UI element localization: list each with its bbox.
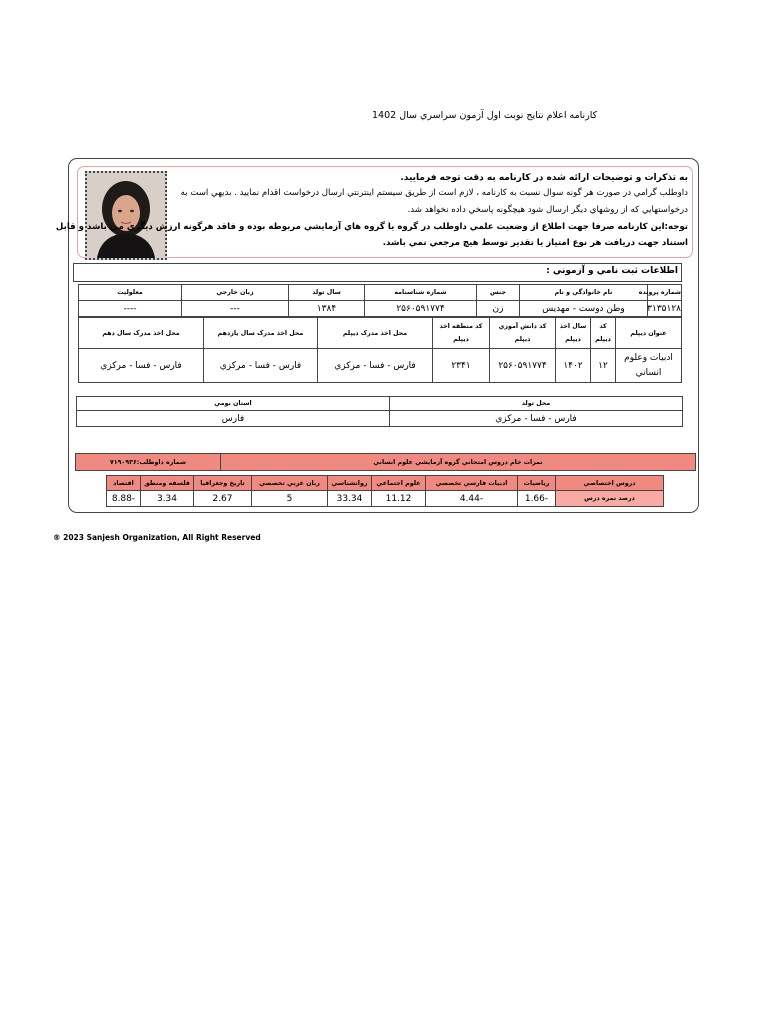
scores-header-table bbox=[75, 453, 696, 471]
header-file-number: شماره پرونده bbox=[648, 285, 682, 301]
header-birth-place: محل تولد bbox=[390, 397, 683, 411]
subject-mathematics: رياضيات bbox=[518, 476, 556, 491]
score-social-sciences: 11.12 bbox=[372, 491, 426, 507]
notice-line-4: استناد جهت دريافت هر نوع امتياز يا تقدير توسط هيچ مرجعي نمي باشد. bbox=[382, 238, 688, 248]
subject-history-geography: تاريخ وجغرافيا bbox=[194, 476, 252, 491]
value-grade10-place: فارس - فسا - مرکزي bbox=[79, 349, 204, 383]
page-title: کارنامه اعلام نتايج نوبت اول آزمون سراسري سال 1402 bbox=[372, 110, 598, 121]
score-philosophy-logic: 3.34 bbox=[141, 491, 194, 507]
value-gender: زن bbox=[477, 301, 520, 317]
header-diploma-title: عنوان ديپلم bbox=[616, 318, 682, 349]
subject-economics: اقتصاد bbox=[107, 476, 141, 491]
row-label-percent: درصد نمره درس bbox=[556, 491, 664, 507]
scores-title: نمرات خام دروس امتحاني گروه آزمايشي علوم انساني bbox=[221, 454, 696, 471]
registration-table-1 bbox=[78, 284, 682, 317]
registration-section-title: اطلاعات ثبت نامي و آزموني : bbox=[546, 266, 678, 276]
header-diploma-region: کد منطقه اخذ ديپلم bbox=[433, 318, 490, 349]
value-full-name: وطن دوست - مهديس bbox=[520, 301, 648, 317]
subject-philosophy-logic: فلسفه ومنطق bbox=[141, 476, 194, 491]
value-diploma-title: ادبيات وعلوم انساني bbox=[616, 349, 682, 383]
value-foreign-language: --- bbox=[182, 301, 289, 317]
birth-info-table bbox=[76, 396, 683, 427]
portrait-image bbox=[87, 173, 165, 258]
header-diploma-code: کد ديپلم bbox=[591, 318, 616, 349]
header-native-province: استان بومي bbox=[77, 397, 390, 411]
notice-line-1: داوطلب گرامي در صورت هر گونه سوال نسبت به کارنامه ، لازم است از طريق سيستم اينترنتي ارسال درخواست اقدام نماييد . بديهي است به bbox=[180, 188, 688, 198]
score-mathematics: -1.66 bbox=[518, 491, 556, 507]
value-diploma-code: ۱۲ bbox=[591, 349, 616, 383]
candidate-photo bbox=[85, 171, 167, 260]
notice-line-3: توجه:اين کارنامه صرفا جهت اطلاع از وضعيت علمي داوطلب در گروه يا گروه هاي آزمايشي مربوطه بوده و فاقد هرگونه ارزش ديگري مي باشد و قابل bbox=[55, 222, 688, 232]
subject-psychology: روانشناسي bbox=[328, 476, 372, 491]
header-gender: جنس bbox=[477, 285, 520, 301]
value-disability: ---- bbox=[79, 301, 182, 317]
candidate-number: شماره داوطلب:۷۱۹۰۹۳۶ bbox=[76, 454, 221, 471]
value-diploma-place: فارس - فسا - مرکزي bbox=[318, 349, 433, 383]
notice-heading: به تذکرات و توضيحات ارائه شده در کارنامه به دقت توجه فرماييد. bbox=[400, 173, 688, 183]
value-diploma-region: ۲۳۴۱ bbox=[433, 349, 490, 383]
subject-social-sciences: علوم اجتماعي bbox=[372, 476, 426, 491]
value-file-number: ۳۱۳۵۱۲۸ bbox=[648, 301, 682, 317]
header-student-code: کد دانش آموزي ديپلم bbox=[490, 318, 556, 349]
notice-line-2: درخواستهايي که از روشهاي ديگر ارسال شود هيچگونه پاسخي داده نخواهد شد. bbox=[407, 205, 688, 215]
score-arabic: 5 bbox=[252, 491, 328, 507]
row-label-specialized: دروس اختصاصي bbox=[556, 476, 664, 491]
score-history-geography: 2.67 bbox=[194, 491, 252, 507]
header-grade10-place: محل اخذ مدرک سال دهم bbox=[79, 318, 204, 349]
value-birth-place: فارس - فسا - مرکزي bbox=[390, 411, 683, 427]
value-birth-year: ۱۳۸۴ bbox=[289, 301, 365, 317]
value-grade11-place: فارس - فسا - مرکزي bbox=[204, 349, 318, 383]
score-persian-literature: -4.44 bbox=[426, 491, 518, 507]
subject-arabic: زبان عربي تخصصي bbox=[252, 476, 328, 491]
header-diploma-year: سال اخذ ديپلم bbox=[556, 318, 591, 349]
header-foreign-language: زبان خارجي bbox=[182, 285, 289, 301]
header-diploma-place: محل اخذ مدرک ديپلم bbox=[318, 318, 433, 349]
subject-persian-literature: ادبيات فارسي تخصصي bbox=[426, 476, 518, 491]
value-native-province: فارس bbox=[77, 411, 390, 427]
header-grade11-place: محل اخذ مدرک سال يازدهم bbox=[204, 318, 318, 349]
header-birth-year: سال تولد bbox=[289, 285, 365, 301]
score-economics: -8.88 bbox=[107, 491, 141, 507]
header-disability: معلوليت bbox=[79, 285, 182, 301]
registration-table-2 bbox=[78, 317, 682, 383]
header-full-name: نام خانوادگي و نام bbox=[520, 285, 648, 301]
score-psychology: 33.34 bbox=[328, 491, 372, 507]
header-id-number: شماره شناسنامه bbox=[365, 285, 477, 301]
scores-table bbox=[106, 475, 664, 507]
value-student-code: ۲۵۶۰۵۹۱۷۷۴ bbox=[490, 349, 556, 383]
value-id-number: ۲۵۶۰۵۹۱۷۷۴ bbox=[365, 301, 477, 317]
value-diploma-year: ۱۴۰۲ bbox=[556, 349, 591, 383]
copyright-footer: ® 2023 Sanjesh Organization, All Right Reserved bbox=[53, 533, 261, 542]
